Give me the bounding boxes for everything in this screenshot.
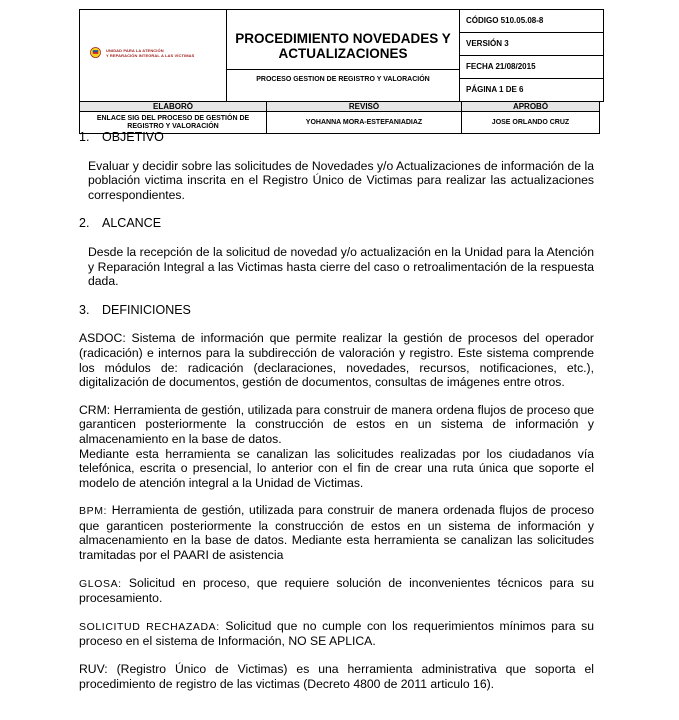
- section-title: DEFINICIONES: [102, 302, 191, 317]
- section-number: 1.: [79, 130, 90, 144]
- title-cell: [227, 10, 460, 102]
- term-glosa: GLOSA:: [79, 577, 122, 590]
- term-asdoc: ASDOC:: [79, 331, 126, 346]
- term-bpm: BPM:: [79, 505, 108, 518]
- definition-asdoc: [79, 331, 594, 389]
- definition-bpm: [79, 503, 594, 562]
- definition-ruv: [79, 662, 594, 691]
- definition-text: Herramienta de gestión, utilizada para construir de manera ordenada flujos de proceso que garanticen posteriormente la construcción de estos en un sistema de información y almacenamiento en la base de datos. Mediante esta herramienta se canalizan las solicitudes tramitadas por el PAARI de asistencia: [79, 503, 594, 563]
- logo-text-line1: UNIDAD PARA LA ATENCIÓN: [106, 47, 164, 53]
- reviso-value: YOHANNA MORA-ESTEFANIADIAZ: [267, 112, 462, 134]
- section-objetivo-heading: [79, 130, 594, 145]
- definition-crm: [79, 403, 594, 447]
- process-subtitle: PROCESO GESTION DE REGISTRO Y VALORACIÓN: [256, 76, 430, 83]
- definition-text: Solicitud en proceso, que requiere solución de inconvenientes técnicos para su procesamiento.: [79, 575, 594, 606]
- term-crm: CRM:: [79, 402, 111, 417]
- aprobo-value: JOSE ORLANDO CRUZ: [462, 112, 600, 134]
- logo-text-line2: Y REPARACIÓN INTEGRAL A LAS VÍCTIMAS: [106, 52, 195, 58]
- definition-text: Sistema de información que permite realizar la gestión de procesos del operador (radicación) e internos para la subdirección de valoración y registro. Este sistema comprende los módulos de: radicación (declaraciones, novedades, recursos, notificaciones, etc.), digitalización de documentos, gestión de documentos, consultas de imágenes entre otros.: [79, 331, 594, 390]
- definition-solicitud-rechazada: [79, 619, 594, 649]
- section-title: OBJETIVO: [102, 130, 164, 144]
- unidad-victimas-logo: [90, 47, 194, 58]
- document-header: [79, 9, 600, 130]
- definition-crm-continued: Mediante esta herramienta se canalizan las solicitudes realizadas por los ciudadanos vía telefónica, escrita o presencial, lo anterior con el fin de crear una ruta única que soporte el modelo de atención integral a la Unidad de Victimas.: [79, 446, 594, 490]
- meta-cell: [460, 10, 604, 102]
- definition-glosa: [79, 576, 594, 606]
- definition-text: (Registro Único de Victimas) es una herramienta administrativa que soporta el procedimiento de registro de las victimas (Decreto 4800 de 2011 articulo 16).: [79, 662, 594, 691]
- term-solicitud-rechazada: SOLICITUD RECHAZADA:: [79, 620, 220, 633]
- section-number: 2.: [79, 216, 90, 231]
- term-ruv: RUV:: [79, 662, 108, 677]
- document-version: VERSIÓN 3: [460, 33, 603, 56]
- definition-text: Solicitud que no cumple con los requerimientos mínimos para su proceso en el sistema de Información, NO SE APLICA.: [79, 618, 594, 649]
- document-date: FECHA 21/08/2015: [460, 56, 603, 79]
- section-number: 3.: [79, 302, 90, 317]
- definition-text: Herramienta de gestión, utilizada para construir de manera ordena flujos de proceso que garanticen posteriormente la construcción de estos en un sistema de información y almacenamiento en la base de datos.: [79, 402, 594, 446]
- colombia-seal-icon: [90, 47, 101, 58]
- document-code: CÓDIGO 510.05.08-8: [460, 10, 603, 33]
- document-title: PROCEDIMIENTO NOVEDADES Y ACTUALIZACIONES: [227, 22, 459, 70]
- header-table: [79, 9, 604, 102]
- document-body: [79, 130, 594, 704]
- section-title: ALCANCE: [102, 216, 162, 231]
- section-alcance-heading: [79, 216, 594, 231]
- section-definiciones-heading: [79, 303, 594, 318]
- page-number: PÁGINA 1 DE 6: [466, 85, 524, 94]
- elaboro-label: ELABORÓ: [80, 102, 267, 112]
- aprobo-label: APROBÓ: [462, 102, 600, 112]
- objetivo-text: Evaluar y decidir sobre las solicitudes de Novedades y/o Actualizaciones de información de la población victima inscrita en el Registro Único de Victimas para realizar las actualizaciones correspondientes.: [88, 158, 594, 202]
- alcance-text: Desde la recepción de la solicitud de novedad y/o actualización en la Unidad para la Atención y Reparación Integral a las Victimas hasta cierre del caso o retroalimentación de la respuesta dada.: [88, 244, 594, 289]
- logo-cell: [80, 10, 227, 102]
- reviso-label: REVISÓ: [267, 102, 462, 112]
- elaboro-value: ENLACE SIG DEL PROCESO DE GESTIÓN DE REGISTRO Y VALORACIÓN: [80, 112, 267, 134]
